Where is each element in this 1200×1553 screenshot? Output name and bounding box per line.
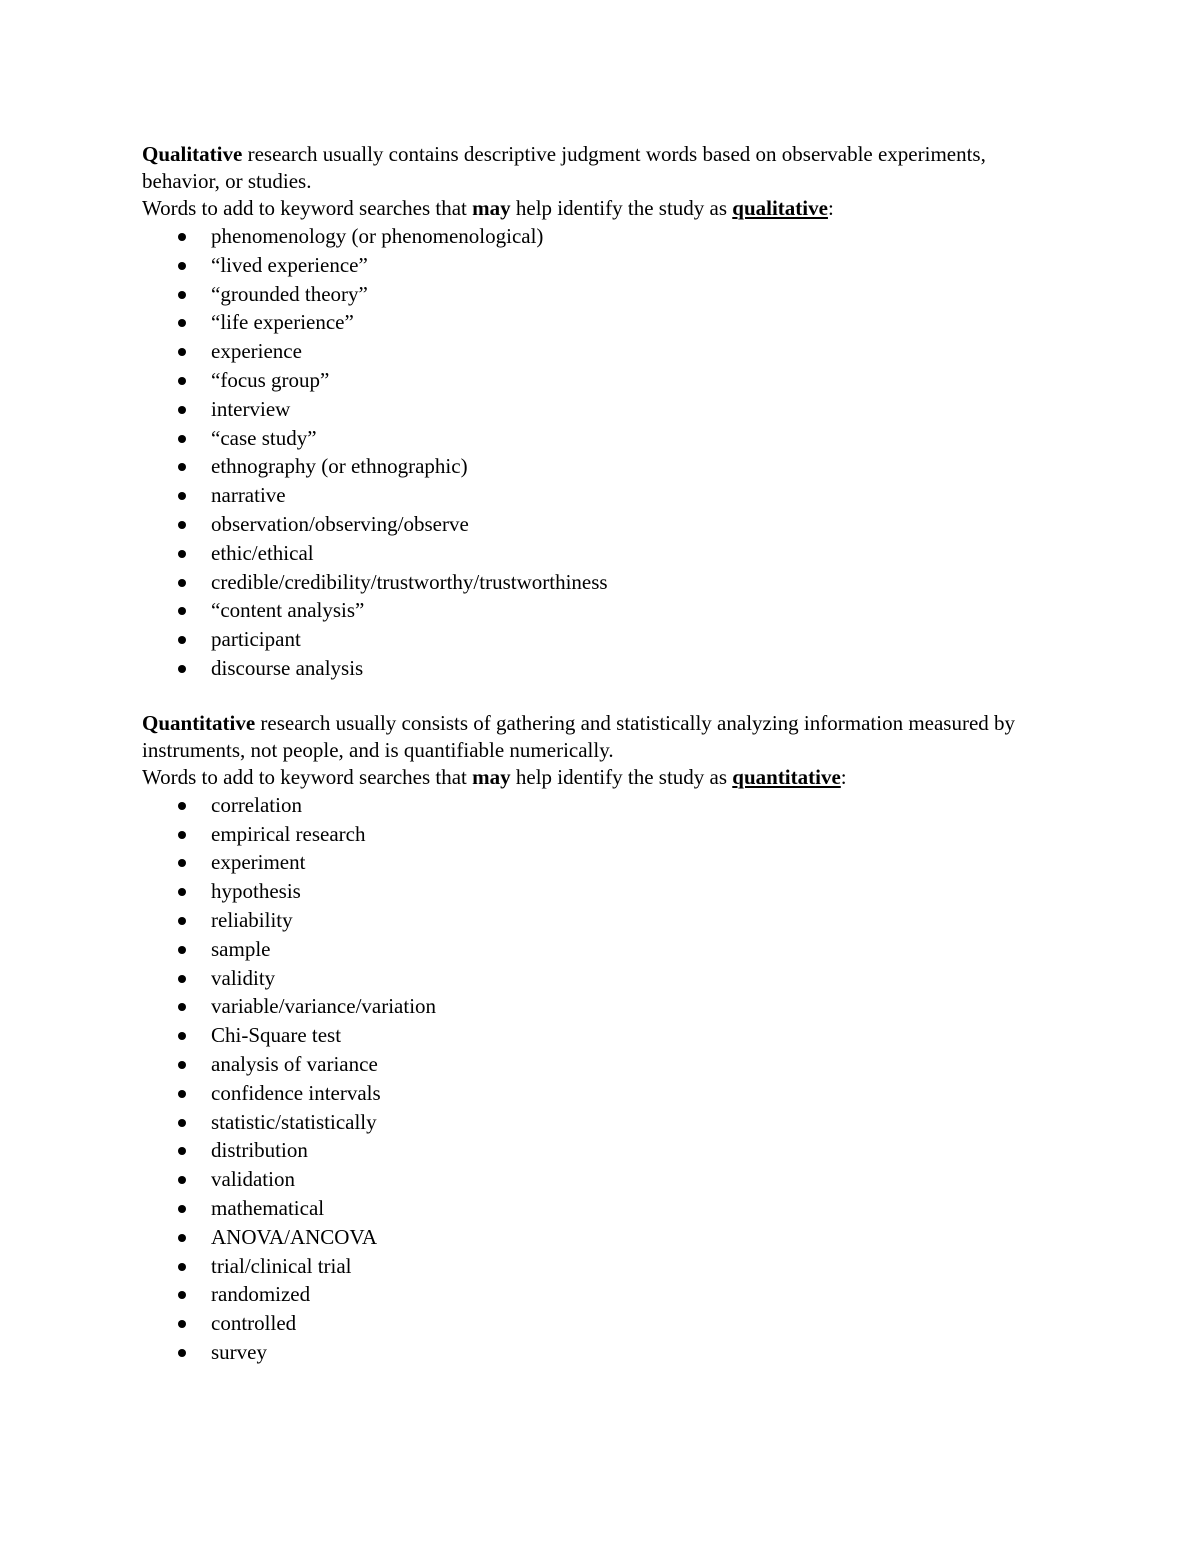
list-item-text: phenomenology (or phenomenological) <box>211 224 544 248</box>
list-item <box>142 1050 1042 1079</box>
bullet-icon <box>178 1205 186 1213</box>
list-item <box>142 452 1042 481</box>
list-item-text: confidence intervals <box>211 1080 381 1105</box>
list-item <box>142 1165 1042 1194</box>
qualitative-term: Qualitative <box>142 142 243 166</box>
qualitative-intro-middle: help identify the study as <box>510 196 733 220</box>
bullet-icon <box>178 1061 186 1069</box>
qualitative-section <box>142 141 1042 683</box>
list-item-text: “focus group” <box>211 367 330 392</box>
list-item <box>142 1223 1042 1252</box>
list-item <box>142 568 1042 597</box>
list-item <box>142 337 1042 366</box>
list-item-text: discourse analysis <box>211 655 364 680</box>
bullet-icon <box>178 463 186 471</box>
list-item-text: mathematical <box>211 1195 325 1220</box>
bullet-icon <box>178 1263 186 1271</box>
quantitative-keyword-list <box>142 791 1042 1367</box>
list-item <box>142 366 1042 395</box>
bullet-icon <box>178 917 186 925</box>
list-item-text: analysis of variance <box>211 1051 378 1076</box>
qualitative-description <box>142 141 1042 195</box>
list-item-text: controlled <box>211 1311 297 1336</box>
bullet-icon <box>178 1147 186 1155</box>
list-item-text: ethic/ethical <box>211 540 314 565</box>
document-page <box>142 141 1042 1367</box>
list-item-text: interview <box>211 396 291 421</box>
list-item <box>142 1338 1042 1367</box>
list-item <box>142 848 1042 877</box>
list-item <box>142 625 1042 654</box>
quantitative-intro-suffix: : <box>840 764 847 789</box>
list-item-text: sample <box>211 936 271 961</box>
qualitative-keyword-list <box>142 222 1042 683</box>
list-item-text: trial/clinical trial <box>211 1253 352 1278</box>
quantitative-term: Quantitative <box>142 710 256 735</box>
qualitative-intro-type: qualitative <box>732 196 828 220</box>
bullet-icon <box>178 348 186 356</box>
bullet-icon <box>178 607 186 615</box>
list-item-text: “case study” <box>211 425 317 450</box>
list-item <box>142 1194 1042 1223</box>
list-item <box>142 906 1042 935</box>
bullet-icon <box>178 233 186 241</box>
list-item-text: narrative <box>211 483 286 508</box>
list-item <box>142 654 1042 683</box>
bullet-icon <box>178 1176 186 1184</box>
list-item-text: participant <box>211 627 301 652</box>
bullet-icon <box>178 1291 186 1299</box>
list-item-text: validation <box>211 1167 295 1192</box>
list-item <box>142 1136 1042 1165</box>
list-item-text: ethnography (or ethnographic) <box>211 454 468 479</box>
qualitative-intro-suffix: : <box>827 196 834 220</box>
list-item <box>142 222 1042 251</box>
list-item <box>142 935 1042 964</box>
quantitative-intro-may: may <box>472 764 511 789</box>
list-item <box>142 539 1042 568</box>
list-item-text: survey <box>211 1339 267 1364</box>
list-item-text: correlation <box>211 792 302 817</box>
quantitative-intro-middle: help identify the study as <box>510 764 733 789</box>
bullet-icon <box>178 665 186 673</box>
list-item-text: randomized <box>211 1282 311 1307</box>
list-item <box>142 251 1042 280</box>
quantitative-description-text: research usually consists of gathering and statistically analyzing information measured by instruments, not people, and is quantifiable numerically. <box>142 710 1016 762</box>
bullet-icon <box>178 319 186 327</box>
qualitative-intro-prefix: Words to add to keyword searches that <box>142 196 473 220</box>
list-item <box>142 481 1042 510</box>
bullet-icon <box>178 1320 186 1328</box>
list-item-text: reliability <box>211 907 293 932</box>
bullet-icon <box>178 1234 186 1242</box>
bullet-icon <box>178 831 186 839</box>
bullet-icon <box>178 406 186 414</box>
bullet-icon <box>178 946 186 954</box>
list-item <box>142 596 1042 625</box>
list-item-text: “lived experience” <box>211 252 368 277</box>
list-item-text: “grounded theory” <box>211 281 368 306</box>
list-item <box>142 1021 1042 1050</box>
list-item-text: variable/variance/variation <box>211 994 437 1019</box>
bullet-icon <box>178 521 186 529</box>
list-item-text: empirical research <box>211 821 366 846</box>
list-item-text: distribution <box>211 1138 308 1163</box>
list-item <box>142 1252 1042 1281</box>
qualitative-intro-may: may <box>472 196 511 220</box>
bullet-icon <box>178 291 186 299</box>
list-item <box>142 820 1042 849</box>
list-item <box>142 791 1042 820</box>
list-item-text: observation/observing/observe <box>211 511 469 536</box>
bullet-icon <box>178 802 186 810</box>
list-item-text: credible/credibility/trustworthy/trustworthiness <box>211 569 608 594</box>
list-item-text: Chi-Square test <box>211 1023 342 1048</box>
list-item <box>142 280 1042 309</box>
list-item-text: hypothesis <box>211 879 301 904</box>
qualitative-description-text: research usually contains descriptive judgment words based on observable experiments, behavior, or studies. <box>142 142 986 193</box>
bullet-icon <box>178 1032 186 1040</box>
bullet-icon <box>178 1090 186 1098</box>
list-item <box>142 424 1042 453</box>
quantitative-intro-type: quantitative <box>732 764 841 789</box>
quantitative-intro-prefix: Words to add to keyword searches that <box>142 764 473 789</box>
list-item <box>142 308 1042 337</box>
bullet-icon <box>178 859 186 867</box>
list-item-text: “life experience” <box>211 310 354 335</box>
list-item <box>142 964 1042 993</box>
list-item <box>142 1108 1042 1137</box>
section-gap <box>142 683 1042 710</box>
bullet-icon <box>178 888 186 896</box>
bullet-icon <box>178 377 186 385</box>
quantitative-section <box>142 710 1042 1367</box>
bullet-icon <box>178 1119 186 1127</box>
list-item-text: experiment <box>211 850 306 875</box>
list-item-text: experience <box>211 339 302 364</box>
quantitative-description <box>142 710 1042 764</box>
bullet-icon <box>178 435 186 443</box>
bullet-icon <box>178 550 186 558</box>
bullet-icon <box>178 579 186 587</box>
list-item <box>142 877 1042 906</box>
list-item <box>142 1280 1042 1309</box>
bullet-icon <box>178 492 186 500</box>
quantitative-intro <box>142 764 1042 791</box>
bullet-icon <box>178 262 186 270</box>
list-item <box>142 1079 1042 1108</box>
list-item <box>142 395 1042 424</box>
bullet-icon <box>178 636 186 644</box>
list-item-text: ANOVA/ANCOVA <box>211 1224 378 1249</box>
list-item-text: “content analysis” <box>211 598 365 623</box>
bullet-icon <box>178 1349 186 1357</box>
list-item <box>142 1309 1042 1338</box>
list-item <box>142 510 1042 539</box>
qualitative-intro <box>142 195 1042 222</box>
list-item <box>142 992 1042 1021</box>
list-item-text: statistic/statistically <box>211 1109 377 1134</box>
list-item-text: validity <box>211 965 276 990</box>
bullet-icon <box>178 1003 186 1011</box>
bullet-icon <box>178 975 186 983</box>
